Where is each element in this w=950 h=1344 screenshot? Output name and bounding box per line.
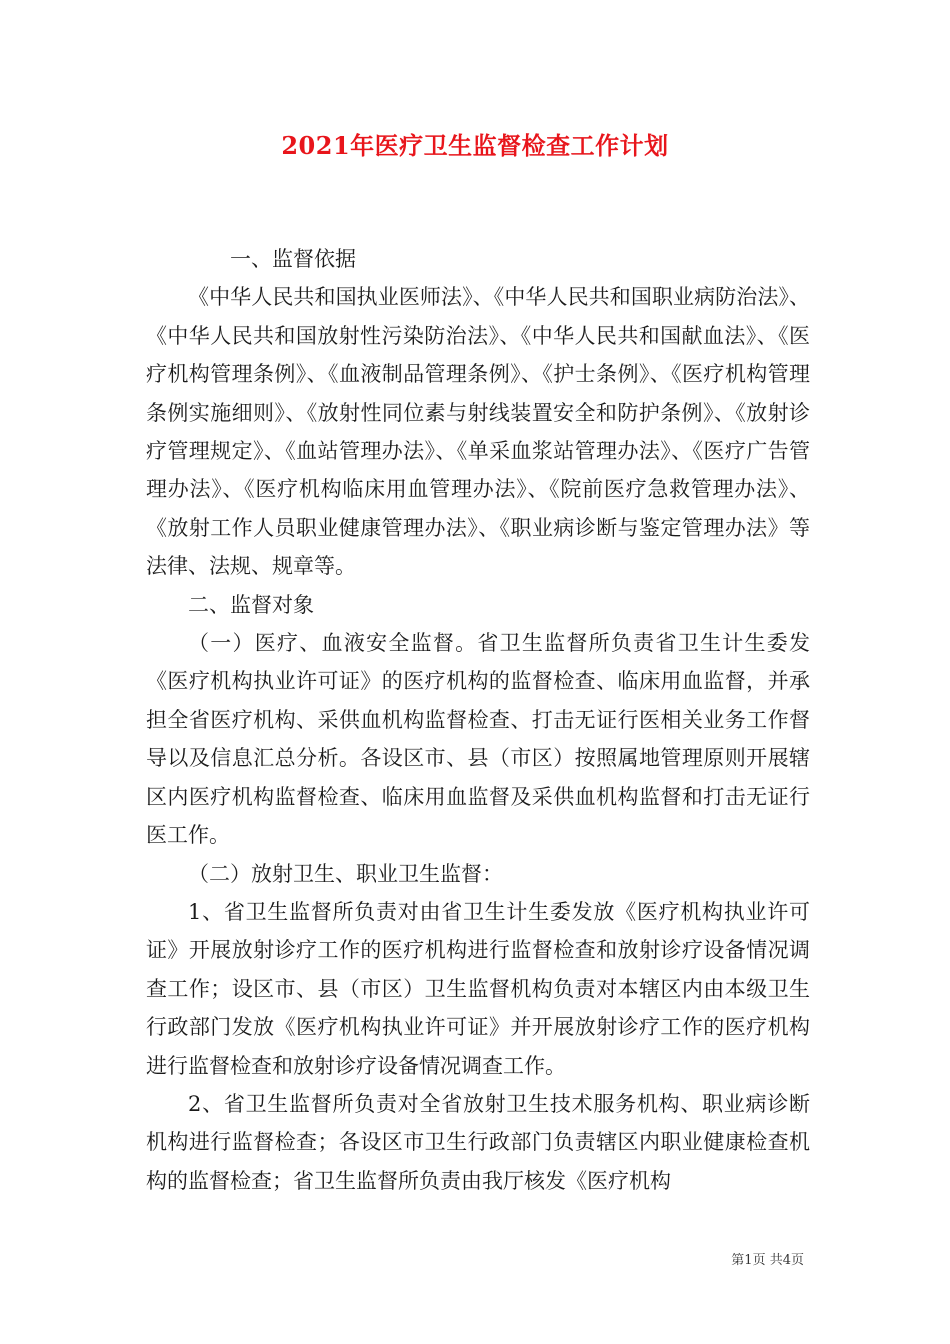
page-middle: 页 共 [752, 1253, 783, 1268]
page-number [731, 1252, 804, 1270]
page-current: 1 [744, 1253, 753, 1268]
section-heading-objects: 二、监督对象 [188, 592, 314, 617]
page-total: 4 [782, 1253, 791, 1268]
page-suffix: 页 [790, 1253, 804, 1268]
paragraph-radiation-heading: （二）放射卫生、职业卫生监督： [188, 861, 503, 886]
paragraph-item-1: 1、省卫生监督所负责对由省卫生计生委发放《医疗机构执业许可证》开展放射诊疗工作的医疗机构进行监督检查和放射诊疗设备情况调查工作；设区市、县（市区）卫生监督机构负责对本辖区内由本级卫生行政部门发放《医疗机构执业许可证》并开展放射诊疗工作的医疗机构进行监督检查和放射诊疗设备情况调查工作。 [146, 899, 810, 1078]
paragraph-item-2: 2、省卫生监督所负责对全省放射卫生技术服务机构、职业病诊断机构进行监督检查；各设区市卫生行政部门负责辖区内职业健康检查机构的监督检查；省卫生监督所负责由我厅核发《医疗机构 [146, 1091, 810, 1193]
document-body [146, 240, 810, 1200]
paragraph-laws: 《中华人民共和国执业医师法》、《中华人民共和国职业病防治法》、《中华人民共和国放射性污染防治法》、《中华人民共和国献血法》、《医疗机构管理条例》、《血液制品管理条例》、《护士条例》、《医疗机构管理条例实施细则》、《放射性同位素与射线装置安全和防护条例》、《放射诊疗管理规定》、《血站管理办法》、《单采血浆站管理办法》、《医疗广告管理办法》、《医疗机构临床用血管理办法》、《院前医疗急救管理办法》、《放射工作人员职业健康管理办法》、《职业病诊断与鉴定管理办法》等法律、法规、规章等。 [146, 285, 810, 579]
document-title: 2021年医疗卫生监督检查工作计划 [281, 131, 669, 160]
section-heading-basis: 一、监督依据 [230, 247, 356, 271]
page-prefix: 第 [731, 1253, 745, 1268]
paragraph-medical-blood: （一）医疗、血液安全监督。省卫生监督所负责省卫生计生委发《医疗机构执业许可证》的医疗机构的监督检查、临床用血监督，并承担全省医疗机构、采供血机构监督检查、打击无证行医相关业务工作督导以及信息汇总分析。各设区市、县（市区）按照属地管理原则开展辖区内医疗机构监督检查、临床用血监督及采供血机构监督和打击无证行医工作。 [146, 631, 810, 848]
